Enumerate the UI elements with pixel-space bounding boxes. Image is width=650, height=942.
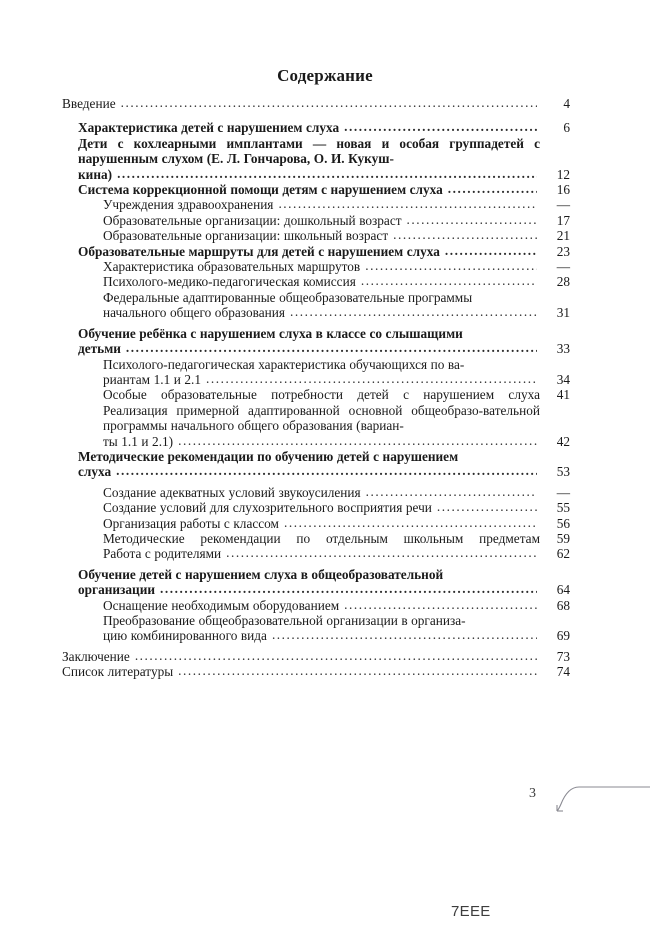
- toc-page-number: 73: [556, 648, 570, 664]
- toc-entry-text: [78, 182, 540, 197]
- toc-entry-text: [78, 244, 540, 259]
- toc-entry-label: Создание адекватных условий звукоусиления: [103, 484, 361, 500]
- toc-entry-last-line: [78, 167, 540, 182]
- toc-entry-last-line: [78, 244, 540, 259]
- toc-entry-row: [103, 598, 570, 613]
- toc-entry-text: [78, 136, 540, 182]
- toc-entry-row: [103, 259, 570, 274]
- toc-entry-row: [103, 516, 570, 531]
- toc-entry-last-line: [103, 485, 540, 500]
- toc-entry-row: [78, 449, 570, 480]
- toc-entry-text: [103, 403, 540, 449]
- toc-entry-label: цию комбинированного вида: [103, 628, 267, 644]
- toc-page-number: 16: [556, 182, 570, 198]
- toc-page-number: —: [556, 484, 570, 500]
- toc-entry-text: [103, 213, 540, 228]
- toc-page-number: 69: [556, 628, 570, 644]
- toc-entry-label: Характеристика образовательных маршрутов: [103, 259, 361, 275]
- toc-entry-line: Методические рекомендации по обучению детей с нарушением: [78, 448, 459, 464]
- toc-entry-label: организации: [78, 582, 156, 598]
- toc-entry-text: [78, 120, 540, 135]
- footer-code: 7EEE: [451, 903, 491, 920]
- toc-entry-last-line: [103, 434, 540, 449]
- dot-leader: [393, 227, 537, 242]
- toc-entry-label: начального общего образования: [103, 305, 285, 321]
- toc-entry-label: Создание условий для слухозрительного восприятия речи: [103, 500, 432, 516]
- toc-entry-line: Психолого-педагогическая характеристика обучающихся по ва-: [103, 356, 465, 372]
- toc-entry-label: слуха: [78, 464, 112, 480]
- toc-entry[interactable]: [103, 274, 570, 289]
- toc-entry-label: детьми: [78, 341, 121, 357]
- toc-entry-row: [103, 228, 570, 243]
- toc-entry[interactable]: [103, 197, 570, 212]
- toc-entry-line: Преобразование общеобразовательной организации в организа-: [103, 613, 466, 628]
- toc-entry-row: [103, 531, 570, 546]
- toc-page-number: 6: [563, 120, 570, 136]
- dot-leader: [121, 95, 537, 110]
- toc-entry-line: Федеральные адаптированные общеобразовательные программы: [103, 289, 473, 305]
- toc-entry-last-line: [103, 598, 540, 613]
- toc-entry[interactable]: [78, 326, 570, 357]
- toc-entry-row: [78, 182, 570, 197]
- toc-entry-row: [78, 120, 570, 135]
- toc-entry-text: [103, 357, 540, 388]
- toc-entry-last-line: [62, 96, 540, 111]
- toc-entry-row: [103, 213, 570, 228]
- toc-entry-row: [103, 613, 570, 644]
- toc-entry-last-line: [103, 213, 540, 228]
- toc-page-number: 31: [556, 305, 570, 321]
- dot-leader: [126, 340, 537, 355]
- toc-entry-last-line: [103, 516, 540, 531]
- toc-entry-row: [103, 485, 570, 500]
- toc-entry-label: кина): [78, 166, 113, 182]
- toc-page-number: —: [556, 197, 570, 213]
- folio-number: 3: [529, 786, 536, 801]
- toc-entry-last-line: [103, 387, 540, 402]
- toc-entry-label: риантам 1.1 и 2.1: [103, 371, 202, 387]
- toc-entry-row: [78, 136, 570, 182]
- toc-entry[interactable]: [103, 598, 570, 613]
- toc-page-number: 64: [556, 582, 570, 598]
- toc-entry-row: [103, 403, 570, 449]
- toc-entry-row: [103, 546, 570, 561]
- toc-entry-text: [103, 531, 540, 546]
- dot-leader: [284, 515, 537, 530]
- dot-leader: [160, 581, 537, 596]
- dot-leader: [361, 273, 537, 288]
- toc-entry[interactable]: [103, 213, 570, 228]
- toc-page-number: 33: [556, 341, 570, 357]
- toc-entry[interactable]: [103, 546, 570, 561]
- toc-entry-line: детей с нарушенным слухом (Е. Л. Гончарова, О. И. Кукуш-: [78, 135, 541, 167]
- toc-entry-label: Характеристика детей с нарушением слуха: [78, 120, 340, 136]
- dot-leader: [135, 648, 537, 663]
- toc-entry-last-line: [78, 464, 540, 479]
- toc-entry-label: Образовательные организации: дошкольный возраст: [103, 212, 402, 228]
- dot-leader: [178, 663, 537, 678]
- toc-entry-label: Методические рекомендации по отдельным школьным предметам: [103, 530, 540, 546]
- toc-entry-line: Обучение детей с нарушением слуха в общеобразовательной: [78, 566, 444, 582]
- toc-page-number: 28: [556, 274, 570, 290]
- toc-entry-text: [62, 649, 540, 664]
- toc-entry-last-line: [103, 228, 540, 243]
- toc-entry-text: [103, 274, 540, 289]
- toc-entry-row: [103, 357, 570, 388]
- dot-leader: [437, 499, 537, 514]
- toc-entry-last-line: [103, 197, 540, 212]
- toc-entry[interactable]: [78, 449, 570, 480]
- toc-entry-last-line: [103, 259, 540, 274]
- toc-entry-text: [103, 290, 540, 321]
- toc-entry-last-line: [62, 649, 540, 664]
- page-curl-decoration: [548, 780, 650, 820]
- toc-entry-row: [103, 274, 570, 289]
- toc-entry-line: Обучение ребёнка с нарушением слуха в классе со слышащими: [78, 325, 463, 341]
- toc-entry-last-line: [62, 664, 540, 679]
- toc-entry-text: [78, 567, 540, 598]
- toc-entry[interactable]: [78, 182, 570, 197]
- toc-entry-last-line: [103, 546, 540, 561]
- dot-leader: [226, 545, 537, 560]
- toc-entry-text: [103, 387, 540, 402]
- dot-leader: [366, 484, 537, 499]
- dot-leader: [178, 433, 537, 448]
- toc-entry-label: Введение: [62, 96, 116, 111]
- dot-leader: [206, 371, 537, 386]
- dot-leader: [116, 463, 537, 478]
- toc-entry-last-line: [78, 182, 540, 197]
- toc-entry-text: [103, 613, 540, 644]
- toc-entry-label: Особые образовательные потребности детей с нарушением слуха: [103, 387, 540, 403]
- toc-entry-label: Заключение: [62, 648, 130, 664]
- toc-entry-row: [78, 567, 570, 598]
- toc-entry[interactable]: [103, 516, 570, 531]
- toc-page-number: 17: [556, 212, 570, 228]
- toc-page-number: 42: [556, 433, 570, 449]
- toc-page-number: 12: [556, 166, 570, 182]
- toc-entry[interactable]: [62, 649, 570, 664]
- toc-entry-list: [62, 96, 570, 680]
- dot-leader: [272, 627, 537, 642]
- toc-entry-last-line: [103, 500, 540, 515]
- toc-entry-label: Работа с родителями: [103, 546, 222, 562]
- toc-entry[interactable]: [103, 485, 570, 500]
- toc-entry[interactable]: [103, 531, 570, 546]
- toc-entry[interactable]: [78, 567, 570, 598]
- toc-page-number: 55: [556, 500, 570, 516]
- toc-entry-text: [103, 197, 540, 212]
- toc-entry-text: [103, 546, 540, 561]
- toc-entry-row: [103, 500, 570, 515]
- dot-leader: [290, 304, 537, 319]
- toc-entry-text: [62, 664, 540, 679]
- toc-entry[interactable]: [103, 403, 570, 449]
- toc-entry[interactable]: [78, 244, 570, 259]
- toc-entry-label: Список литературы: [62, 664, 174, 680]
- dot-leader: [344, 597, 537, 612]
- toc-entry-label: Организация работы с классом: [103, 515, 279, 531]
- toc-page-number: 23: [556, 243, 570, 259]
- toc-entry-last-line: [103, 531, 540, 546]
- toc-page-number: 53: [556, 464, 570, 480]
- toc-page-number: 68: [556, 597, 570, 613]
- toc-entry-text: [103, 516, 540, 531]
- dot-leader: [278, 196, 537, 211]
- toc-entry-text: [103, 228, 540, 243]
- toc-entry-row: [62, 664, 570, 679]
- dot-leader: [344, 119, 537, 134]
- toc-page-number: 59: [556, 530, 570, 546]
- toc-entry[interactable]: [103, 357, 570, 388]
- toc-page-number: 62: [556, 546, 570, 562]
- toc-entry-label: Система коррекционной помощи детям с нарушением слуха: [78, 182, 443, 198]
- toc-entry-text: [78, 449, 540, 480]
- toc-page-number: —: [556, 259, 570, 275]
- toc-entry-label: ты 1.1 и 2.1): [103, 433, 174, 449]
- toc-entry-line: Дети с кохлеарными имплантами — новая и особая группа: [78, 135, 492, 151]
- toc-entry-row: [62, 96, 570, 111]
- toc-entry-last-line: [78, 341, 540, 356]
- toc-entry-row: [103, 290, 570, 321]
- toc-page-number: 4: [563, 96, 570, 111]
- toc-entry-line: Реализация примерной адаптированной основной общеобразо-: [103, 402, 484, 418]
- dot-leader: [445, 243, 537, 258]
- dot-leader: [407, 212, 537, 227]
- toc-entry-last-line: [78, 582, 540, 597]
- toc-page-number: 74: [556, 664, 570, 680]
- toc-entry-label: Учреждения здравоохранения: [103, 197, 274, 213]
- dot-leader: [448, 181, 537, 196]
- toc-entry[interactable]: [103, 500, 570, 515]
- toc-entry[interactable]: [78, 120, 570, 135]
- toc-entry[interactable]: [103, 613, 570, 644]
- toc-entry-last-line: [103, 628, 540, 643]
- dot-leader: [117, 166, 537, 181]
- toc-entry[interactable]: [62, 96, 570, 111]
- toc-entry[interactable]: [103, 387, 570, 402]
- toc-entry-last-line: [103, 274, 540, 289]
- toc-entry-label: Психолого-медико-педагогическая комиссия: [103, 274, 356, 290]
- toc-entry[interactable]: [103, 228, 570, 243]
- toc-entry[interactable]: [62, 664, 570, 679]
- toc-entry-text: [103, 259, 540, 274]
- toc-entry[interactable]: [78, 136, 570, 182]
- toc-entry-row: [78, 244, 570, 259]
- toc-entry-row: [62, 649, 570, 664]
- toc-entry[interactable]: [103, 290, 570, 321]
- toc-entry-label: Образовательные организации: школьный возраст: [103, 228, 389, 244]
- toc-entry-text: [103, 500, 540, 515]
- dot-leader: [365, 258, 537, 273]
- toc-entry[interactable]: [103, 259, 570, 274]
- toc-entry-row: [103, 387, 570, 402]
- toc-entry-last-line: [103, 372, 540, 387]
- toc-page-number: 56: [556, 515, 570, 531]
- toc-page-number: 34: [556, 371, 570, 387]
- toc-entry-text: [78, 326, 540, 357]
- toc-entry-label: Образовательные маршруты для детей с нарушением слуха: [78, 243, 440, 259]
- toc-entry-label: Оснащение необходимым оборудованием: [103, 597, 340, 613]
- page-title: Содержание: [277, 66, 373, 85]
- toc-page-number: 41: [556, 387, 570, 403]
- toc-entry-last-line: [103, 305, 540, 320]
- toc-entry-text: [103, 485, 540, 500]
- toc-entry-row: [78, 326, 570, 357]
- toc-entry-row: [103, 197, 570, 212]
- toc-entry-line: вательной программы начального общего образования (вариан-: [103, 402, 540, 434]
- toc-entry-text: [62, 96, 540, 111]
- toc-entry-text: [103, 598, 540, 613]
- toc-entry-last-line: [78, 120, 540, 135]
- toc-page-number: 21: [556, 228, 570, 244]
